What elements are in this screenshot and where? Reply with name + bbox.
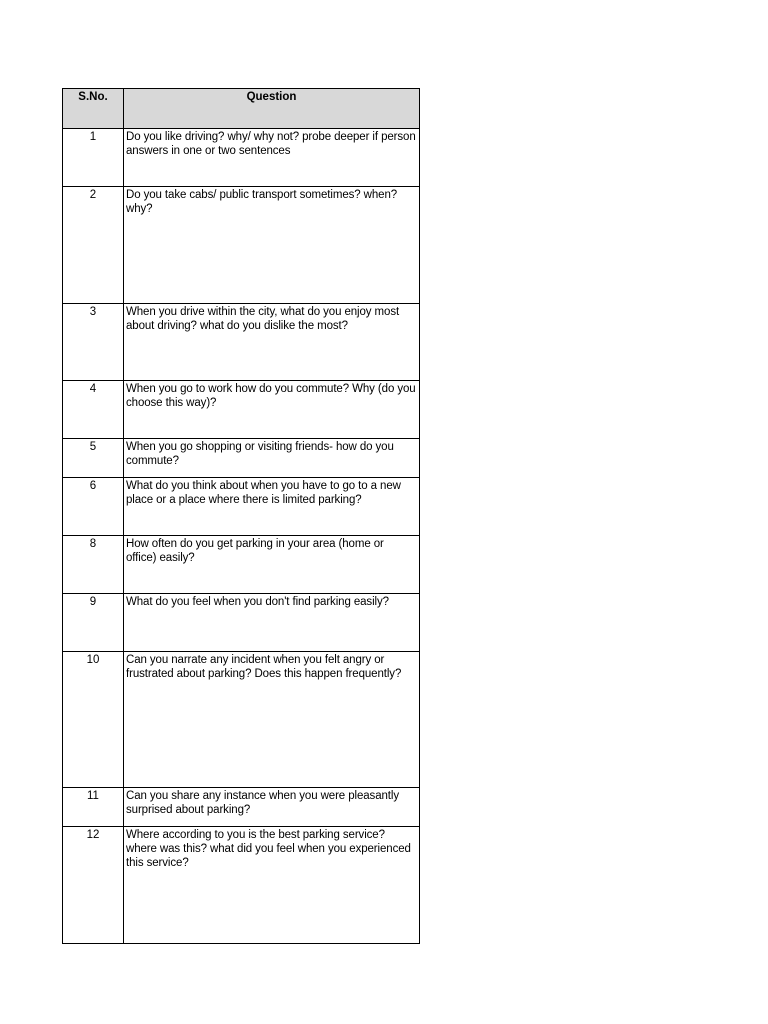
row-sno: 10	[63, 652, 124, 788]
table-row	[63, 788, 420, 827]
row-sno: 12	[63, 827, 124, 944]
table-row	[63, 594, 420, 652]
row-question: When you drive within the city, what do you enjoy most about driving? what do you dislike the most?	[124, 304, 420, 381]
row-sno: 6	[63, 478, 124, 536]
row-sno: 11	[63, 788, 124, 827]
table-row	[63, 381, 420, 439]
row-sno: 4	[63, 381, 124, 439]
row-sno: 5	[63, 439, 124, 478]
row-question: When you go shopping or visiting friends- how do you commute?	[124, 439, 420, 478]
row-question: Do you like driving? why/ why not? probe deeper if person answers in one or two sentences	[124, 129, 420, 187]
table-row	[63, 652, 420, 788]
header-row	[63, 89, 420, 129]
row-question: Can you share any instance when you were pleasantly surprised about parking?	[124, 788, 420, 827]
row-sno: 8	[63, 536, 124, 594]
row-question: What do you think about when you have to go to a new place or a place where there is limited parking?	[124, 478, 420, 536]
question-table	[62, 88, 420, 944]
header-sno: S.No.	[63, 89, 124, 129]
table-row	[63, 129, 420, 187]
table-row	[63, 187, 420, 304]
row-question: Can you narrate any incident when you felt angry or frustrated about parking? Does this happen frequently?	[124, 652, 420, 788]
row-question: Where according to you is the best parking service? where was this? what did you feel when you experienced this service?	[124, 827, 420, 944]
table-row	[63, 536, 420, 594]
table-row	[63, 827, 420, 944]
header-question: Question	[124, 89, 420, 129]
row-question: What do you feel when you don't find parking easily?	[124, 594, 420, 652]
row-sno: 1	[63, 129, 124, 187]
table-row	[63, 304, 420, 381]
table-row	[63, 439, 420, 478]
table-row	[63, 478, 420, 536]
row-question: Do you take cabs/ public transport sometimes? when? why?	[124, 187, 420, 304]
row-sno: 9	[63, 594, 124, 652]
row-sno: 2	[63, 187, 124, 304]
row-question: When you go to work how do you commute? Why (do you choose this way)?	[124, 381, 420, 439]
row-sno: 3	[63, 304, 124, 381]
row-question: How often do you get parking in your area (home or office) easily?	[124, 536, 420, 594]
